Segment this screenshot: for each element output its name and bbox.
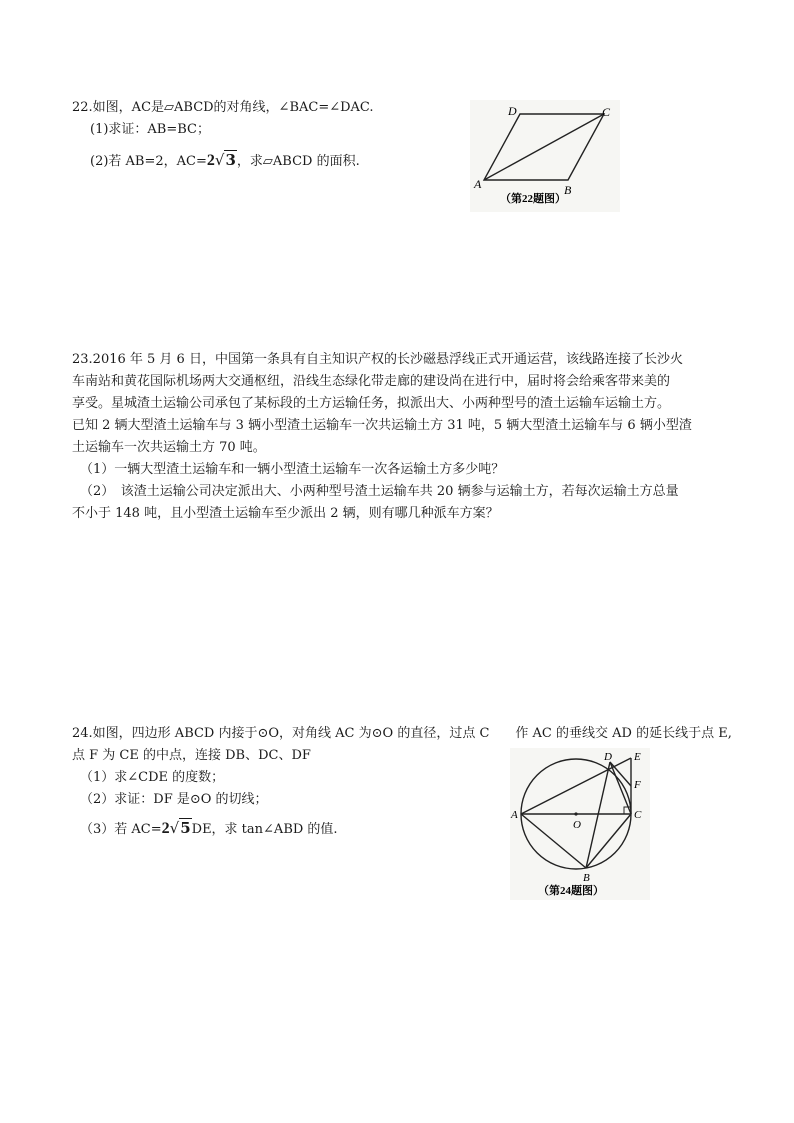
label-c: C <box>602 105 611 119</box>
label-a: A <box>474 177 482 191</box>
q23-line-5: 土运输车一次共运输土方 70 吨。 <box>72 440 266 455</box>
q24-part3-prefix: （3）若 AC= <box>80 822 162 837</box>
label-d: D <box>508 104 517 118</box>
label-b: B <box>564 183 572 197</box>
q23-part2-line-2: 不小于 148 吨，且小型渣土运输车至少派出 2 辆，则有哪几种派车方案？ <box>72 506 499 521</box>
q22-figure <box>470 100 620 212</box>
label-b: B <box>583 872 590 884</box>
q24-part3 <box>80 818 338 840</box>
q24-part3-suffix: DE，求 tan∠ABD 的值. <box>191 822 338 837</box>
q23-line-3: 享受。星城渣土运输公司承包了某标段的土方运输任务，拟派出大、小两种型号的渣土运输车运输土方。 <box>72 396 671 411</box>
q22-part2-coef: 2 <box>206 152 215 169</box>
label-d: D <box>604 751 612 763</box>
q24-line-2: 点 F 为 CE 的中点，连接 DB、DC、DF <box>72 748 311 763</box>
q22-figure-caption: （第22题图） <box>500 193 566 205</box>
q23-line-2: 车南站和黄花国际机场两大交通枢纽，沿线生态绿化带走廊的建设尚在进行中，届时将会给乘客带来美的 <box>72 374 671 389</box>
q23-line-4: 已知 2 辆大型渣土运输车与 3 辆小型渣土运输车一次共运输土方 31 吨，5 辆大型渣土运输车与 6 辆小型渣 <box>72 418 692 433</box>
label-f: F <box>634 779 641 791</box>
radical-sign-icon: √ <box>214 151 225 169</box>
q22-part2-suffix: ，求▱ABCD 的面积. <box>236 154 360 169</box>
radical-sign-icon: √ <box>169 819 180 837</box>
q24-line-1: 24.如图，四边形 ABCD 内接于⊙O，对角线 AC 为⊙O 的直径，过点 C 作 AC 的垂线交 AD 的延长线于点 E, <box>72 726 732 741</box>
q24-figure-caption: （第24题图） <box>538 885 604 897</box>
q22-title: 22.如图，AC是▱ABCD的对角线，∠BAC=∠DAC. <box>72 100 374 115</box>
label-c: C <box>634 809 642 821</box>
q23-line-1: 23.2016 年 5 月 6 日，中国第一条具有自主知识产权的长沙磁悬浮线正式开通运营，该线路连接了长沙火 <box>72 352 683 367</box>
q24-part2: （2）求证：DF 是⊙O 的切线； <box>80 792 268 807</box>
center-point <box>574 812 577 815</box>
q22-part1: (1)求证：AB=BC； <box>90 122 210 137</box>
label-e: E <box>634 751 641 763</box>
label-o: O <box>573 819 581 831</box>
label-a: A <box>511 809 518 821</box>
q24-part1: （1）求∠CDE 的度数； <box>80 770 225 785</box>
q24-figure <box>510 748 650 900</box>
q22-part2-root: 3 <box>225 151 236 169</box>
q23-part2-line-1: （2） 该渣土运输公司决定派出大、小两种型号渣土运输车共 20 辆参与运输土方，若每次运输土方总量 <box>80 484 679 499</box>
q24-part3-root: 5 <box>180 819 191 837</box>
q24-part3-coef: 2 <box>161 820 170 837</box>
q22-part2 <box>90 150 360 172</box>
q22-part2-prefix: (2)若 AB=2，AC= <box>90 154 207 169</box>
q23-part1: （1）一辆大型渣土运输车和一辆小型渣土运输车一次各运输土方多少吨？ <box>80 462 505 477</box>
